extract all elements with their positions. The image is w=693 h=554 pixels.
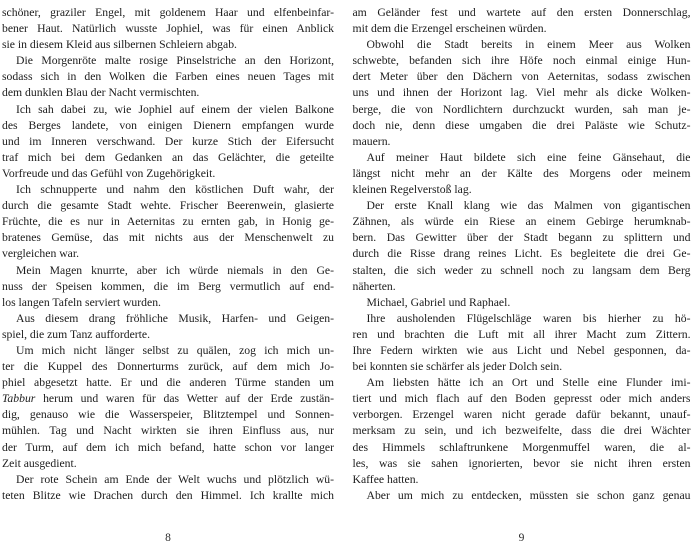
text-line: vergleichen war.	[2, 247, 80, 261]
text-line: schöner, graziler Engel, mit goldenem Haar und elfenbeinfar-	[2, 6, 334, 19]
text-line: dem dunklen Blau der Nacht vermischten.	[2, 86, 200, 100]
text-line: Aber um mich zu entdecken, müssten sie schon ganz genau	[366, 488, 691, 502]
text-line: am Geländer fest und wartete auf den ersten Donnerschlag,	[352, 6, 691, 19]
text-line: spiel, die zum Tanz aufforderte.	[2, 327, 151, 341]
text-line: Um mich nicht länger selbst zu quälen, zog ich mich un-	[16, 343, 334, 357]
text-line: mühlen. Tag und Nacht wirkten sie ihren Einfluss aus, nur	[2, 424, 334, 438]
italic-term: Tabbur	[2, 392, 36, 406]
text-line: Zeit ausgedient.	[2, 456, 77, 470]
text-line: merksam zu sein, und ich bezweifelte, dass die drei Wächter	[352, 424, 691, 438]
text-line: phiel abgesetzt hatte. Er und die anderen Türme standen um	[2, 376, 334, 390]
text-line: dert Meter über den Dächern von Aeternitas, sodass zwischen	[352, 70, 691, 84]
text-line: des Berges landete, von einigen Dienern empfangen wurde	[2, 118, 334, 132]
text-line: Aus diesem drang fröhliche Musik, Harfen- und Geigen-	[16, 311, 334, 325]
text-line: Am liebsten hätte ich an Ort und Stelle eine Flunder imi-	[366, 376, 691, 390]
text-line: traf mich bei dem Gedanken an das Gelächter, die geteilte	[2, 150, 334, 164]
text-line: mit dem die Erzengel erscheinen würden.	[352, 22, 547, 36]
text-line: Der rote Schein am Ende der Welt wuchs und plötzlich wü-	[16, 472, 334, 486]
text-line: Kaffee hatten.	[352, 472, 419, 486]
text-line: nuss der Speisen kommen, die im Berg vermutlich auf end-	[2, 279, 334, 293]
text-line: Früchte, die es nur in Aeternitas zu ernten gab, in Honig ge-	[2, 215, 334, 229]
text-line: Ihre Federn wirkten wie aus Licht und Nebel gesponnen, da-	[352, 343, 691, 357]
text-line: dig, genauso wie die Wasserspeier, Blitztempel und Sonnen-	[2, 408, 334, 422]
text-line: stalten, die sich weder zu schnell noch zu langsam dem Berg	[352, 263, 691, 277]
text-line: Ich schnupperte und nahm den köstlichen Duft wahr, der	[16, 183, 334, 197]
text-block	[353, 5, 691, 504]
text-line: und im Inneren verschwand. Der kurze Stich der Eifersucht	[2, 134, 334, 148]
text-line: tiert und mich flach auf den Boden gepresst oder mich anders	[352, 392, 691, 406]
text-line: kleinen Regelverstoß lag.	[352, 183, 472, 197]
text-line: les, was sie sahen ignorierten, bevor sie nicht ihren ersten	[352, 456, 691, 470]
page-number: 8	[165, 532, 171, 544]
text-line: Der erste Knall klang wie das Malmen von gigantischen	[366, 199, 691, 213]
text-line: bei konnten sie schärfer als jeder Dolch sein.	[352, 360, 563, 374]
text-line: Auf meiner Haut bildete sich eine feine Gänsehaut, die	[366, 150, 691, 164]
text-line: doch nie, denn diese umgaben die drei Paläste wie Schutz-	[352, 118, 691, 132]
text-line: längst nicht mehr an der Kälte des Morgens oder meinem	[352, 166, 691, 180]
page-number: 9	[518, 532, 525, 544]
text-line: durch die Risse drang reines Licht. Es begleitete die drei Ge-	[352, 247, 691, 261]
text-line: bratenes Gemüse, das mit nichts aus der Menschenwelt zu	[2, 231, 334, 245]
text-line: Vorfreude und das Gefühl von Zugehörigkeit.	[2, 166, 216, 180]
text-line: ren und brachten die Luft mit all ihrer Macht zum Zittern.	[352, 327, 691, 341]
text-block	[2, 5, 334, 504]
text-line: bern. Das Gewitter über der Stadt begann zu splittern und	[352, 231, 691, 245]
text-line: Ihre ausholenden Flügelschläge waren bis hierher zu hö-	[366, 311, 691, 325]
text-line: sodass sich in den Wolken die Farben eines neuen Tages mit	[2, 70, 334, 84]
text-line: des Himmels schlaftrunkene Morgenmuffel waren, die al-	[352, 440, 691, 454]
text-line: Zähnen, als würde ein Riese an einem Gebirge herumknab-	[352, 215, 691, 229]
text-line: ter die Kuppel des Donnerturms zurück, auf dem mich Jo-	[2, 360, 334, 374]
text-line: der Turm, auf dem ich mich befand, hatte schon vor langer	[2, 440, 334, 454]
text-line: verborgen. Erzengel waren nicht gerade dafür bekannt, unauf-	[352, 408, 691, 422]
text-line: uns und ihnen der Horizont lag. Viel mehr als dicke Wolken-	[352, 86, 691, 100]
text-line: los langen Tafeln serviert wurden.	[2, 295, 161, 309]
text-line: Mein Magen knurrte, aber ich würde niemals in den Ge-	[16, 263, 334, 277]
text-line: Obwohl die Stadt bereits in einem Meer aus Wolken	[366, 38, 691, 52]
text-line: durch die gesamte Stadt wehte. Frischer Beerenwein, glasierte	[2, 199, 334, 213]
text-line: Die Morgenröte malte rosige Pinselstriche an den Horizont,	[16, 54, 334, 68]
text-line: berge, die von Nordlichtern durchzuckt wurden, sah man je-	[352, 102, 691, 116]
text-line: bener Haut. Natürlich wusste Jophiel, was für einen Anblick	[2, 22, 334, 36]
text-line: näherten.	[352, 279, 396, 293]
text-line: Ich sah dabei zu, wie Jophiel auf einem der vielen Balkone	[16, 102, 334, 116]
text-line: teten Blitze wie Drachen durch den Himmel. Ich krallte mich	[2, 488, 334, 502]
text-line: schwebte, befanden sich ihre Höfe noch einmal einige Hun-	[352, 54, 691, 68]
text-line: Michael, Gabriel und Raphael.	[366, 295, 511, 309]
page-right	[347, 0, 693, 554]
text-line: mauern.	[352, 134, 391, 148]
text-line: Tabbur herum und waren für das Wetter auf der Erde zustän-	[2, 392, 334, 406]
text-line: sie in diesem Kleid aus silbernen Schleiern abgab.	[2, 38, 237, 52]
